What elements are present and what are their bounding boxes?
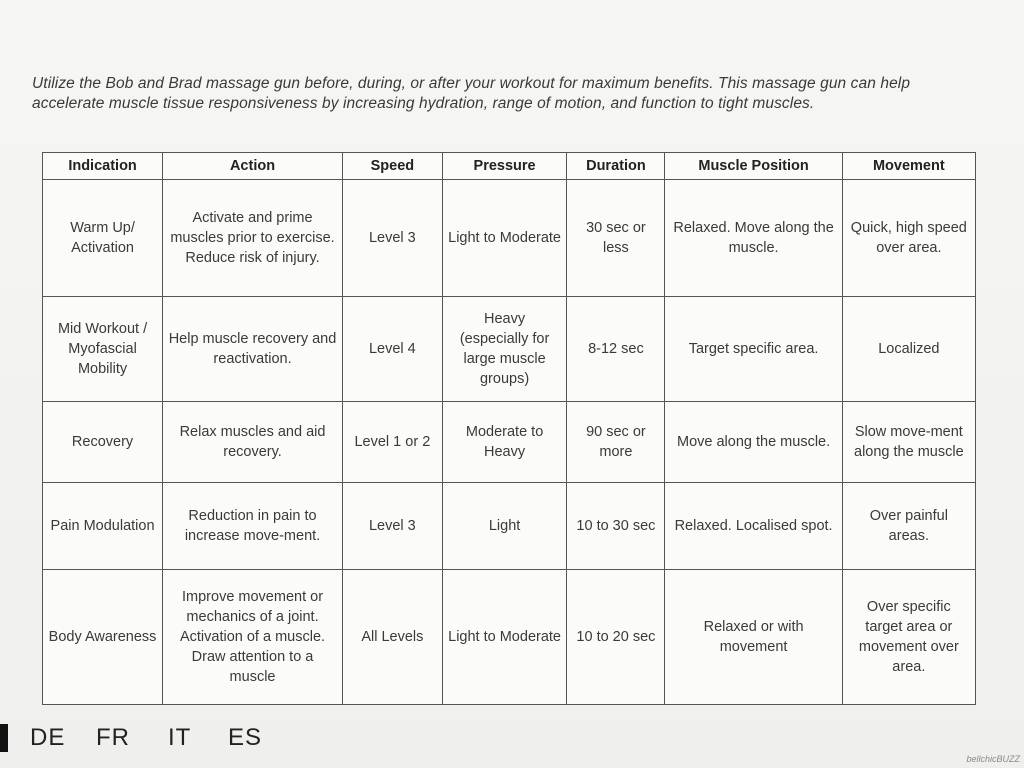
language-tab-de[interactable]: DE (30, 724, 66, 751)
language-tab-it[interactable]: IT (168, 724, 192, 751)
table-row (43, 570, 976, 705)
cell-duration: 10 to 20 sec (567, 570, 665, 705)
cell-duration: 30 sec or less (567, 180, 665, 297)
cell-indication: Pain Modulation (43, 483, 163, 570)
header-action: Action (163, 153, 343, 180)
cell-pressure: Moderate to Heavy (442, 402, 567, 483)
cell-movement: Over specific target area or movement over area. (842, 570, 975, 705)
language-tab-fr[interactable]: FR (96, 724, 130, 751)
language-tabs (0, 718, 400, 758)
cell-duration: 10 to 30 sec (567, 483, 665, 570)
cell-speed: Level 3 (342, 180, 442, 297)
cell-speed: Level 4 (342, 297, 442, 402)
header-duration: Duration (567, 153, 665, 180)
header-indication: Indication (43, 153, 163, 180)
cell-speed: Level 1 or 2 (342, 402, 442, 483)
cell-movement: Quick, high speed over area. (842, 180, 975, 297)
cell-pressure: Light to Moderate (442, 180, 567, 297)
cell-duration: 8-12 sec (567, 297, 665, 402)
cell-movement: Over painful areas. (842, 483, 975, 570)
table-header-row (43, 153, 976, 180)
table-row (43, 402, 976, 483)
usage-table-container (42, 152, 976, 685)
table-row (43, 297, 976, 402)
language-marker (0, 724, 8, 752)
cell-muscle-position: Move along the muscle. (665, 402, 842, 483)
cell-movement: Slow move-ment along the muscle (842, 402, 975, 483)
cell-pressure: Light (442, 483, 567, 570)
cell-action: Activate and prime muscles prior to exercise. Reduce risk of injury. (163, 180, 343, 297)
cell-indication: Recovery (43, 402, 163, 483)
table-row (43, 180, 976, 297)
cell-muscle-position: Relaxed or with movement (665, 570, 842, 705)
header-pressure: Pressure (442, 153, 567, 180)
cell-muscle-position: Relaxed. Localised spot. (665, 483, 842, 570)
cell-indication: Body Awareness (43, 570, 163, 705)
cell-action: Relax muscles and aid recovery. (163, 402, 343, 483)
cell-indication: Mid Workout / Myofascial Mobility (43, 297, 163, 402)
header-muscle-position: Muscle Position (665, 153, 842, 180)
cell-pressure: Heavy (especially for large muscle groups) (442, 297, 567, 402)
table-row (43, 483, 976, 570)
cell-speed: All Levels (342, 570, 442, 705)
cell-action: Improve movement or mechanics of a joint. Activation of a muscle. Draw attention to a muscle (163, 570, 343, 705)
cell-speed: Level 3 (342, 483, 442, 570)
language-tab-es[interactable]: ES (228, 724, 263, 751)
usage-table (42, 152, 976, 705)
cell-action: Reduction in pain to increase move-ment. (163, 483, 343, 570)
intro-paragraph: Utilize the Bob and Brad massage gun before, during, or after your workout for maximum benefits. This massage gun can help accelerate muscle tissue responsiveness by increasing hydration, range of motion, and function to tight muscles. (32, 74, 911, 112)
cell-pressure: Light to Moderate (442, 570, 567, 705)
cell-indication: Warm Up/ Activation (43, 180, 163, 297)
cell-duration: 90 sec or more (567, 402, 665, 483)
header-movement: Movement (842, 153, 975, 180)
cell-action: Help muscle recovery and reactivation. (163, 297, 343, 402)
cell-movement: Localized (842, 297, 975, 402)
cell-muscle-position: Relaxed. Move along the muscle. (665, 180, 842, 297)
watermark: bellchicBUZZ (966, 754, 1020, 764)
header-speed: Speed (342, 153, 442, 180)
cell-muscle-position: Target specific area. (665, 297, 842, 402)
